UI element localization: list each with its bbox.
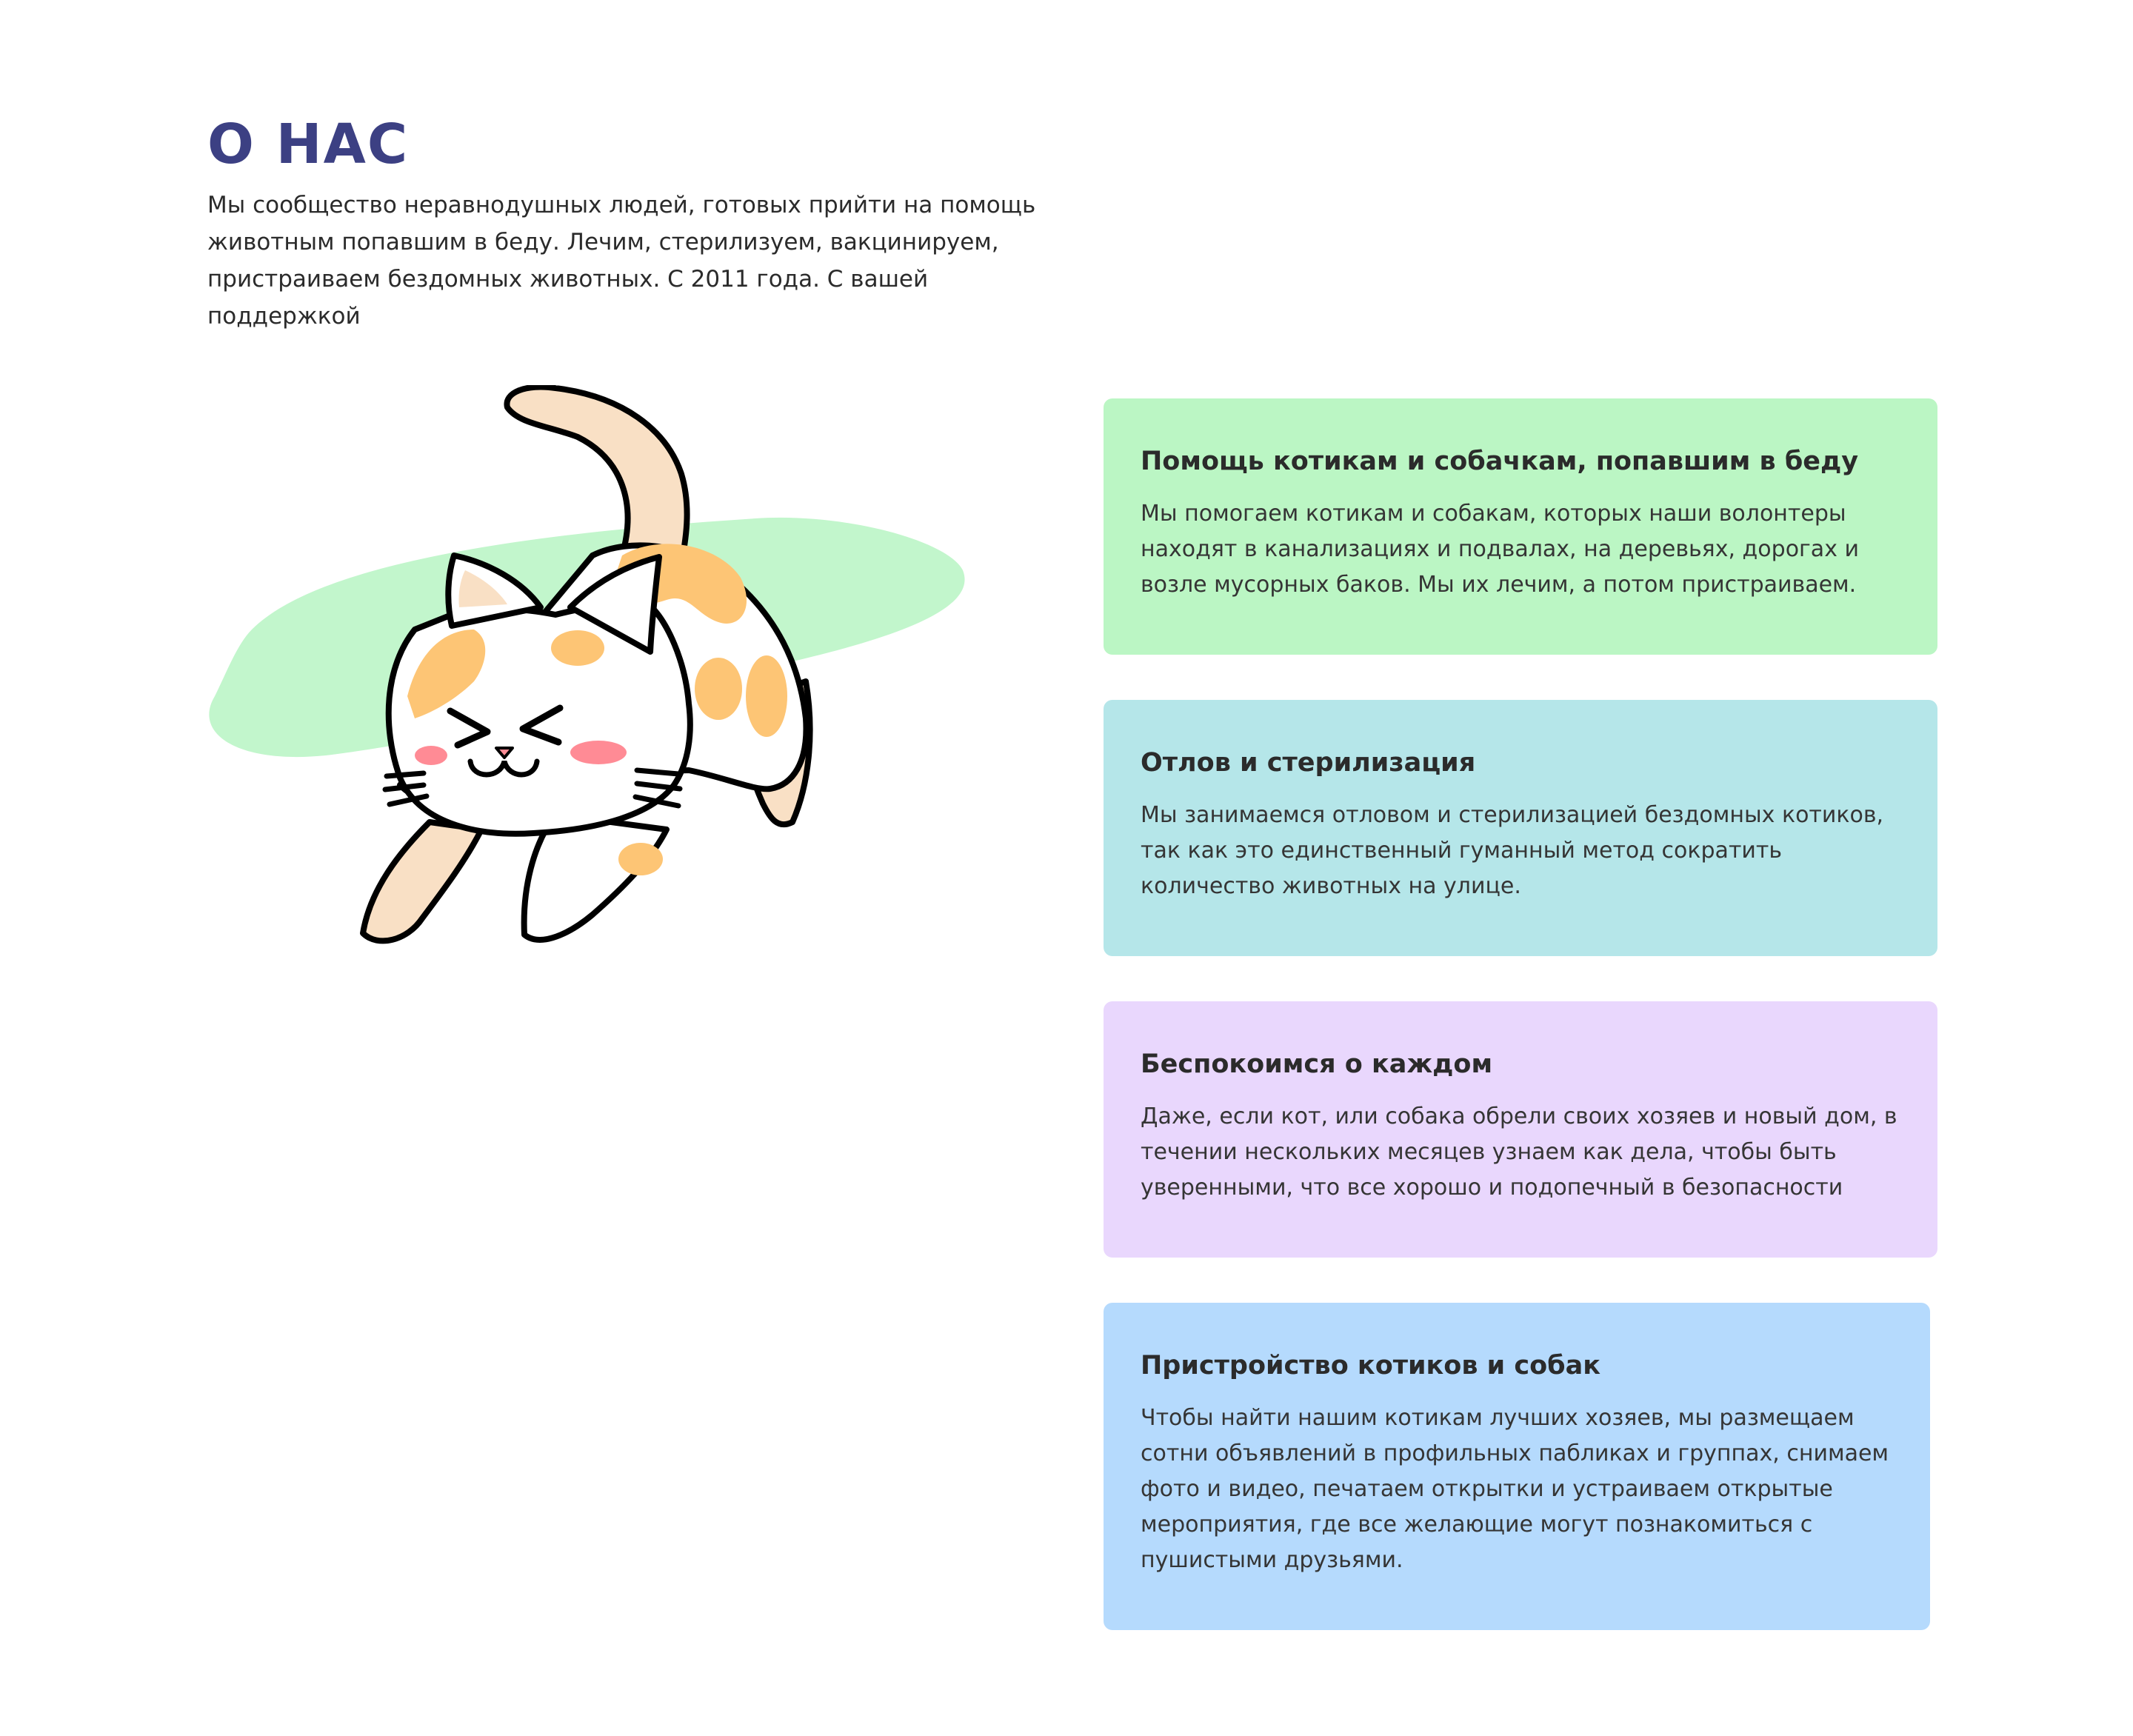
card-text: Мы занимаемся отловом и стерилизацией бездомных котиков, так как это единственный гуманный метод сократить количество животных на улице. xyxy=(1141,802,1884,899)
card-rescue xyxy=(1104,398,1937,655)
card-adoption xyxy=(1104,1303,1930,1630)
card-title: Беспокоимся о каждом xyxy=(1141,1049,1493,1079)
cat-spot-head-top xyxy=(551,630,604,666)
cat-cheek-right xyxy=(570,741,627,764)
cat-spot-side xyxy=(746,655,787,737)
card-care xyxy=(1104,1001,1937,1258)
cat-cheek-left xyxy=(415,746,447,765)
cat-illustration-icon xyxy=(207,385,1059,992)
card-title: Пристройство котиков и собак xyxy=(1141,1351,1600,1381)
card-text: Чтобы найти нашим котикам лучших хозяев, мы размещаем сотни объявлений в профильных пабликах и группах, снимаем фото и видео, печатаем открытки и устраиваем открытые мероприятия, где все желающие могут познакомиться с пушистыми друзьями. xyxy=(1141,1405,1889,1573)
card-text: Даже, если кот, или собака обрели своих хозяев и новый дом, в течении нескольких месяцев узнаем как дела, чтобы быть уверенными, что все хорошо и подопечный в безопасности xyxy=(1141,1104,1897,1201)
section-intro: Мы сообщество неравнодушных людей, готовых прийти на помощь животным попавшим в беду. Лечим, стерилизуем, вакцинируем, пристраиваем бездомных животных. С 2011 года. С вашей поддержкой xyxy=(207,192,1036,330)
section-title: О НАС xyxy=(207,113,410,176)
cat-spot-middle xyxy=(695,658,742,720)
card-sterilization xyxy=(1104,700,1937,956)
cat-spot-leg xyxy=(618,843,663,875)
card-title: Отлов и стерилизация xyxy=(1141,748,1476,778)
cat-front-leg-left xyxy=(363,822,481,941)
card-title: Помощь котикам и собачкам, попавшим в беду xyxy=(1141,447,1859,476)
card-text: Мы помогаем котикам и собакам, которых наши волонтеры находят в канализациях и подвалах, на деревьях, дорогах и возле мусорных баков. Мы их лечим, а потом пристраиваем. xyxy=(1141,501,1859,598)
